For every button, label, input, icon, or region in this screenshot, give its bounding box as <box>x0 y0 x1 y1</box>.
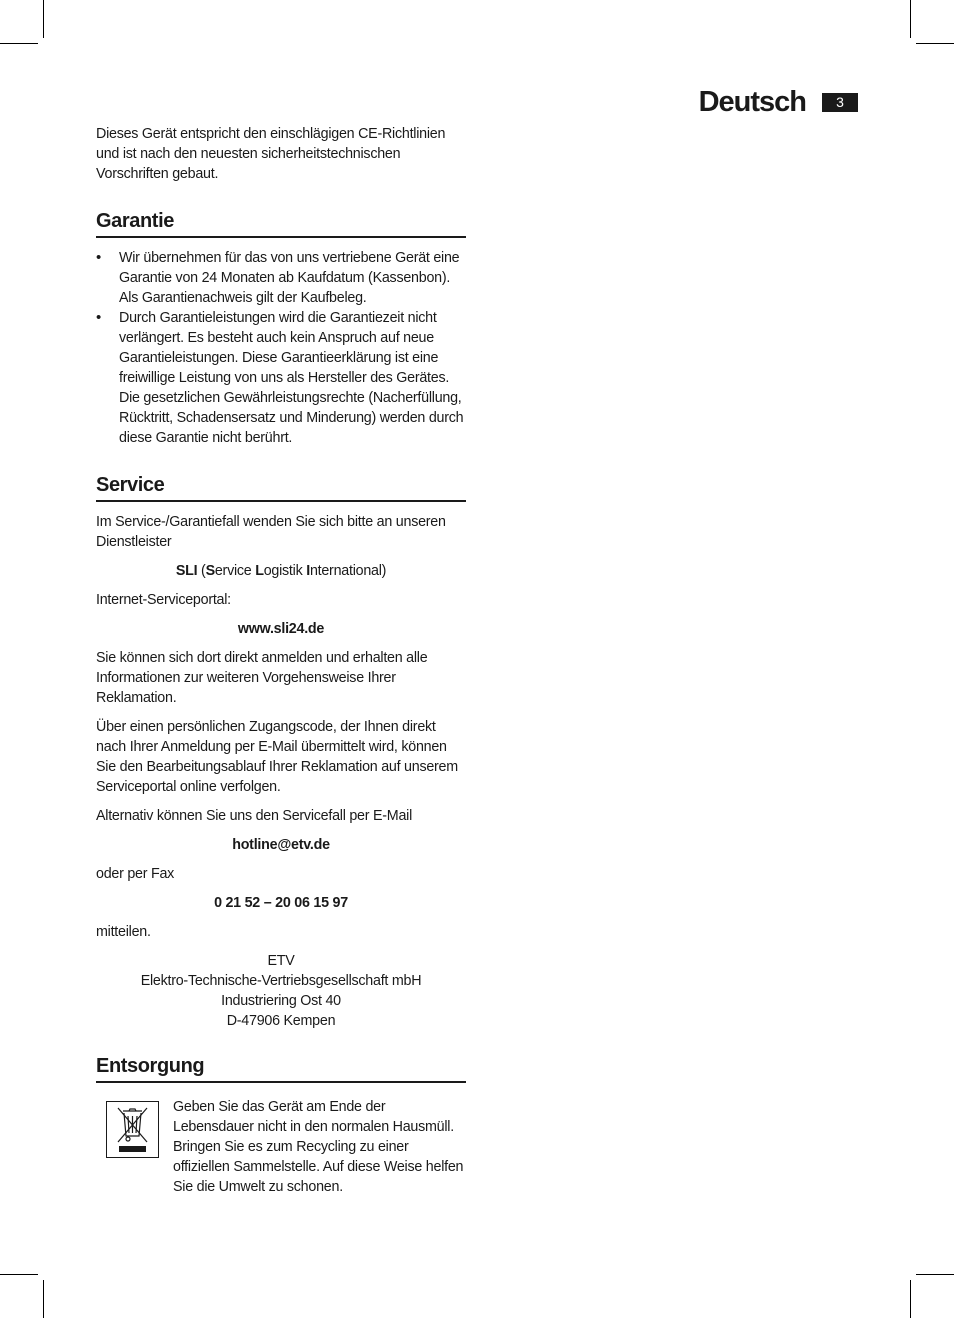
intro-paragraph: Dieses Gerät entspricht den einschlägigen CE-Richtlinien und ist nach den neuesten sicherheitstechnischen Vorschriften gebaut. <box>96 126 446 182</box>
disposal-text: Geben Sie das Gerät am Ende der Lebensdauer nicht in den normalen Hausmüll. Bringen Sie es zum Recycling zu einer offiziellen Sammelstelle. Auf diese Weise helfen Sie die Umwelt zu schonen. <box>173 1099 464 1195</box>
service-paragraph: mitteilen. <box>96 924 151 940</box>
portal-label: Internet-Serviceportal: <box>96 592 231 608</box>
list-item: • Durch Garantieleistungen wird die Garantiezeit nicht verlängert. Es besteht auch kein Anspruch auf neue Garantieleistungen. Diese Garantieerklärung ist eine freiwillige Leistung von uns als Hersteller des Gerätes. Die gesetzlichen Gewährleistungsrechte (Nacherfüllung, Rücktritt, Schadensersatz und Minderung) werden durch diese Garantie nicht berührt. <box>96 308 466 448</box>
page-header <box>700 86 858 120</box>
garantie-list <box>96 248 466 448</box>
crop-mark <box>43 0 44 38</box>
service-fax-number: 0 21 52 – 20 06 15 97 <box>214 895 348 911</box>
service-url-link[interactable]: www.sli24.de <box>237 621 325 637</box>
crop-mark <box>910 0 911 38</box>
sli-line: SLI (Service Logistik International) <box>175 563 387 579</box>
company-address <box>96 951 466 1031</box>
address-line: D-47906 Kempen <box>226 1013 336 1029</box>
address-line: Elektro-Technische-Vertriebsgesellschaft mbH <box>140 973 422 989</box>
address-line: Industriering Ost 40 <box>221 993 341 1009</box>
address-line: ETV <box>267 953 295 969</box>
entsorgung-heading: Entsorgung <box>96 1053 466 1083</box>
sli-abbr: SLI <box>175 563 198 579</box>
crop-mark <box>0 1274 38 1275</box>
service-paragraph: oder per Fax <box>96 866 175 882</box>
crop-mark <box>910 1280 911 1318</box>
language-title: Deutsch <box>698 86 806 118</box>
crop-mark <box>0 43 38 44</box>
service-paragraph: Sie können sich dort direkt anmelden und erhalten alle Informationen zur weiteren Vorgehensweise Ihrer Reklamation. <box>96 650 428 706</box>
list-item: • Wir übernehmen für das von uns vertriebene Gerät eine Garantie von 24 Monaten ab Kaufdatum (Kassenbon). Als Garantienachweis gilt der Kaufbeleg. <box>96 248 466 308</box>
service-paragraph: Über einen persönlichen Zugangscode, der Ihnen direkt nach Ihrer Anmeldung per E-Mail übermittelt wird, können Sie den Bearbeitungsablauf Ihrer Reklamation auf unserem Serviceportal online verfolgen. <box>96 719 458 795</box>
service-intro: Im Service-/Garantiefall wenden Sie sich bitte an unseren Dienstleister <box>96 514 446 550</box>
service-email-link[interactable]: hotline@etv.de <box>232 837 330 853</box>
crop-mark <box>916 43 954 44</box>
disposal-block <box>96 1097 466 1207</box>
service-paragraph: Alternativ können Sie uns den Servicefall per E-Mail <box>96 808 412 824</box>
crop-mark <box>916 1274 954 1275</box>
garantie-heading: Garantie <box>96 208 466 238</box>
main-column <box>96 124 466 1207</box>
service-heading: Service <box>96 472 466 502</box>
crossed-out-wheelie-bin-icon <box>106 1101 159 1158</box>
crop-mark <box>43 1280 44 1318</box>
page-number-badge: 3 <box>822 93 858 112</box>
